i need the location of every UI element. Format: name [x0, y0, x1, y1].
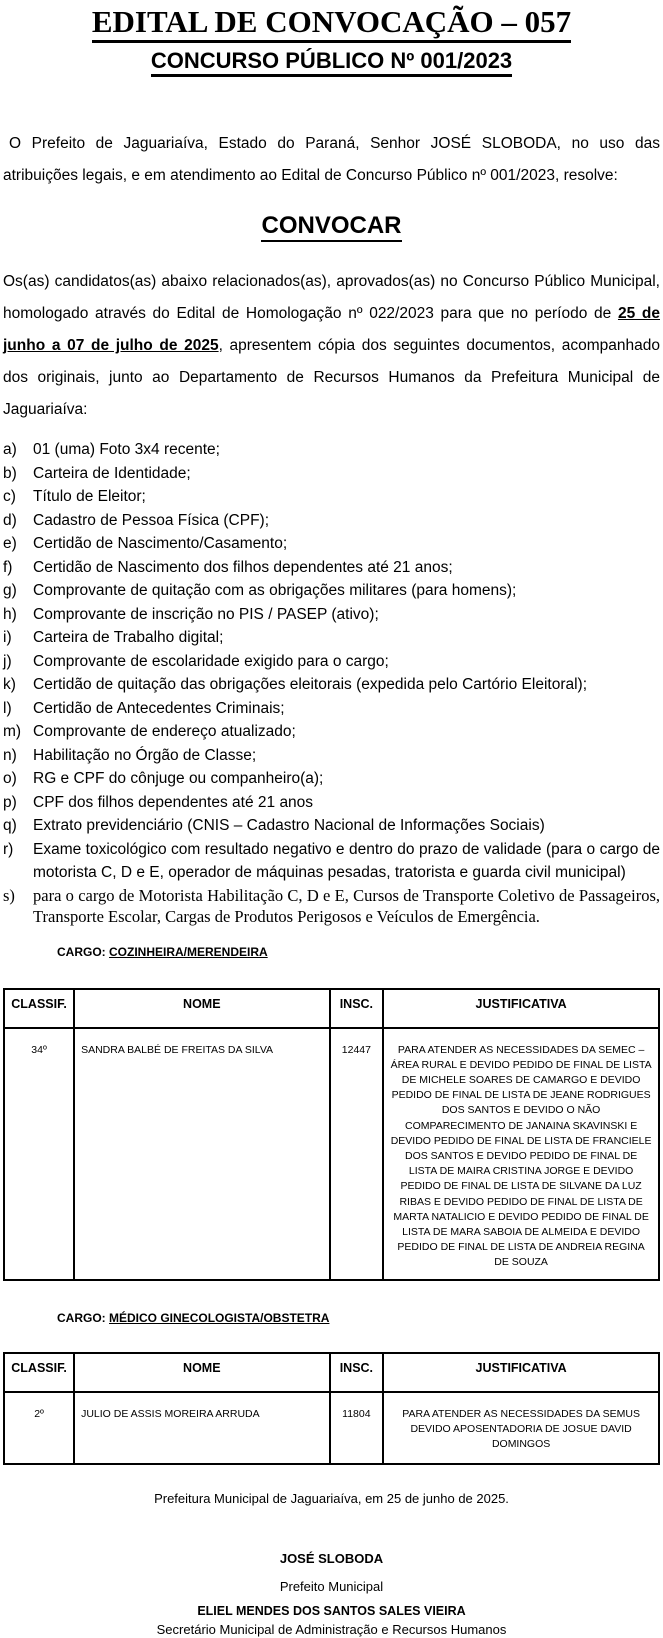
item-text: Comprovante de inscrição no PIS / PASEP (ativo); — [33, 605, 379, 623]
list-item — [3, 697, 660, 721]
item-letter: m) — [3, 723, 22, 740]
table-row — [4, 1028, 659, 1280]
signature-role-mayor: Prefeito Municipal — [279, 1578, 384, 1594]
item-text: Comprovante de endereço atualizado; — [33, 723, 296, 740]
item-text: Comprovante de quitação com as obrigações militares (para homens); — [33, 582, 517, 599]
item-letter: b) — [3, 464, 17, 482]
list-item — [3, 462, 660, 486]
list-item — [3, 744, 660, 768]
column-header-classif: CLASSIF. — [4, 1353, 74, 1392]
convocation-text-before: Os(as) candidatos(as) abaixo relacionados(as), aprovados(as) no Concurso Público Municipal, homologado através do Edital de Homologação nº 022/2023 para que no período de — [3, 273, 660, 322]
item-text: Comprovante de escolaridade exigido para o cargo; — [33, 652, 389, 670]
item-letter: h) — [3, 605, 17, 623]
list-item — [3, 603, 660, 627]
item-letter: r) — [3, 840, 14, 858]
cell-insc: 11804 — [330, 1392, 384, 1464]
item-text: Exame toxicológico com resultado negativo e dentro do prazo de validade (para o cargo de motorista C, D e E, operador de máquinas pesadas, tratorista e guarda civil municipal) — [33, 840, 660, 881]
table-row — [4, 1392, 659, 1464]
item-letter: o) — [3, 770, 17, 787]
list-item — [3, 485, 660, 509]
cargo-heading-medico — [57, 1311, 660, 1326]
item-letter: e) — [3, 535, 17, 552]
item-text: Carteira de Trabalho digital; — [33, 629, 224, 646]
list-item — [3, 650, 660, 674]
column-header-nome: NOME — [74, 1353, 329, 1392]
list-item — [3, 579, 660, 603]
cargo-label: CARGO: — [57, 944, 106, 959]
item-letter: d) — [3, 511, 17, 529]
cell-classif: 2º — [4, 1392, 74, 1464]
column-header-insc: INSC. — [330, 1353, 384, 1392]
item-letter: l) — [3, 699, 12, 717]
cell-justificativa: PARA ATENDER AS NECESSIDADES DA SEMEC – ÁREA RURAL E DEVIDO PEDIDO DE FINAL DE LISTA DE MICHELE SOARES DE CAMARGO E DEVIDO PEDIDO DE FINAL DE LISTA DE JEANE RODRIGUES DOS SANTOS E DEVIDO O NÃO COMPARECIMENTO DE JANAINA SKAVINSKI E DEVIDO PEDIDO DE FINAL DE LISTA DE FRANCIELE DOS SANTOS E DEVIDO PEDIDO DE FINAL DE LISTA DE MAIRA CRISTINA JORGE E DEVIDO PEDIDO DE FINAL DE LISTA DE SILVANE DA LUZ RIBAS E DEVIDO PEDIDO DE FINAL DE LISTA DE MARTA NATALICIO E DEVIDO PEDIDO DE FINAL DE LISTA DE MARA SABOIA DE ALMEIDA E DEVIDO PEDIDO DE FINAL DE LISTA DE ANDREIA REGINA DE SOUZA — [383, 1028, 659, 1280]
convocation-paragraph — [3, 266, 660, 426]
item-text: para o cargo de Motorista Habilitação C, D e E, Cursos de Transporte Coletivo de Passageiros, Transporte Escolar, Cargas de Produtos Perigosos e Veículos de Emergência. — [33, 885, 660, 926]
list-item — [3, 509, 660, 533]
column-header-classif: CLASSIF. — [4, 989, 74, 1028]
item-text: Extrato previdenciário (CNIS – Cadastro Nacional de Informações Sociais) — [33, 817, 545, 834]
column-header-nome: NOME — [74, 989, 329, 1028]
list-item — [3, 532, 660, 556]
cell-justificativa: PARA ATENDER AS NECESSIDADES DA SEMUS DEVIDO APOSENTADORIA DE JOSUE DAVID DOMINGOS — [383, 1392, 659, 1464]
list-item — [3, 556, 660, 580]
item-letter: p) — [3, 793, 17, 811]
signature-role-secretary: Secretário Municipal de Administração e Recursos Humanos — [156, 1621, 507, 1637]
item-text: Certidão de Nascimento/Casamento; — [33, 535, 288, 552]
cell-classif: 34º — [4, 1028, 74, 1280]
item-text: Certidão de Nascimento dos filhos dependentes até 21 anos; — [33, 558, 453, 576]
item-letter: i) — [3, 629, 12, 646]
cell-insc: 12447 — [330, 1028, 384, 1280]
list-item — [3, 720, 660, 744]
convocation-date-range: 25 de junho a 07 de julho de 2025 — [3, 305, 660, 354]
column-header-justificativa: JUSTIFICATIVA — [383, 989, 659, 1028]
item-letter: j) — [3, 652, 12, 670]
signature-name-secretary: ELIEL MENDES DOS SANTOS SALES VIEIRA — [197, 1603, 466, 1618]
document-subtitle-text: CONCURSO PÚBLICO Nº 001/2023 — [151, 48, 512, 77]
cargo-name: MÉDICO GINECOLOGISTA/OBSTETRA — [109, 1310, 330, 1325]
item-text: Título de Eleitor; — [33, 488, 146, 505]
list-item — [3, 626, 660, 650]
list-item — [3, 767, 660, 791]
list-item — [3, 838, 660, 885]
document-subtitle — [3, 47, 660, 74]
document-page — [3, 0, 660, 1638]
list-item — [3, 814, 660, 838]
document-title-text: EDITAL DE CONVOCAÇÃO – 057 — [92, 4, 571, 43]
item-letter: k) — [3, 676, 16, 693]
signature-name-mayor: JOSÉ SLOBODA — [279, 1550, 384, 1566]
intro-paragraph: O Prefeito de Jaguariaíva, Estado do Paraná, Senhor JOSÉ SLOBODA, no uso das atribuições legais, e em atendimento ao Edital de Concurso Público nº 001/2023, resolve: — [3, 135, 660, 184]
list-item — [3, 673, 660, 697]
item-text: 01 (uma) Foto 3x4 recente; — [33, 441, 220, 458]
list-item — [3, 438, 660, 462]
item-text: Certidão de Antecedentes Criminais; — [33, 699, 285, 717]
item-letter: g) — [3, 582, 17, 599]
cargo-name: COZINHEIRA/MERENDEIRA — [109, 944, 268, 959]
item-text: Carteira de Identidade; — [33, 464, 191, 482]
list-item — [3, 885, 660, 927]
list-item — [3, 791, 660, 815]
convocar-heading-text: CONVOCAR — [261, 212, 401, 242]
cell-nome: JULIO DE ASSIS MOREIRA ARRUDA — [74, 1392, 329, 1464]
item-letter: n) — [3, 746, 17, 764]
column-header-justificativa: JUSTIFICATIVA — [383, 1353, 659, 1392]
item-letter: a) — [3, 441, 17, 458]
convocar-heading — [3, 212, 660, 240]
convocation-text-after: , apresentem cópia dos seguintes documentos, acompanhado dos originais, junto ao Departamento de Recursos Humanos da Prefeitura Municipal de Jaguariaíva: — [3, 337, 660, 418]
item-text: Habilitação no Órgão de Classe; — [33, 746, 257, 764]
document-title — [3, 4, 660, 40]
item-text: CPF dos filhos dependentes até 21 anos — [33, 793, 314, 811]
item-letter: f) — [3, 558, 13, 576]
table-header-row — [4, 989, 659, 1028]
table-cozinheira — [3, 988, 660, 1281]
item-letter: c) — [3, 488, 16, 505]
item-letter: s) — [3, 885, 15, 905]
required-documents-list — [3, 438, 660, 927]
cargo-heading-cozinheira — [57, 945, 660, 960]
table-header-row — [4, 1353, 659, 1392]
cell-nome: SANDRA BALBÉ DE FREITAS DA SILVA — [74, 1028, 329, 1280]
table-medico — [3, 1352, 660, 1465]
cargo-label: CARGO: — [57, 1310, 106, 1325]
item-letter: q) — [3, 817, 17, 834]
item-text: Certidão de quitação das obrigações eleitorais (expedida pelo Cartório Eleitoral); — [33, 676, 588, 693]
column-header-insc: INSC. — [330, 989, 384, 1028]
place-and-date: Prefeitura Municipal de Jaguariaíva, em 25 de junho de 2025. — [154, 1490, 509, 1506]
item-text: RG e CPF do cônjuge ou companheiro(a); — [33, 770, 324, 787]
item-text: Cadastro de Pessoa Física (CPF); — [33, 511, 270, 529]
